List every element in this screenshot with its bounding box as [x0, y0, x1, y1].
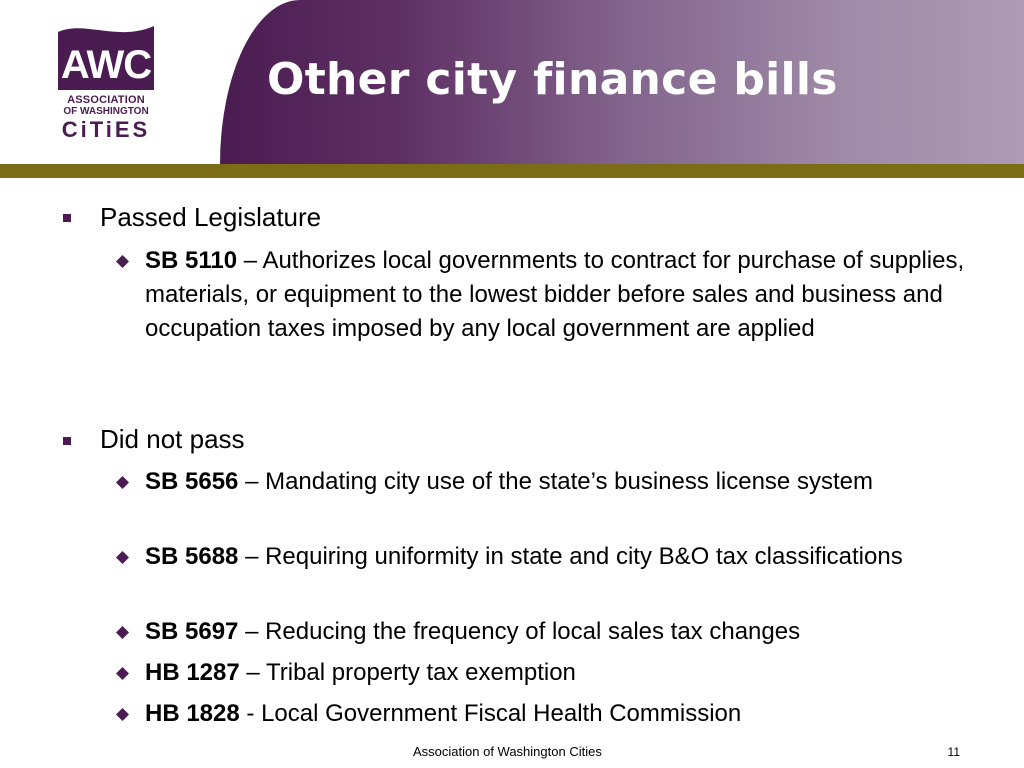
bill-item — [145, 656, 965, 690]
page-number: 11 — [947, 745, 960, 759]
bill-description: – Mandating city use of the state’s business license system — [238, 468, 873, 495]
diamond-bullet-icon — [116, 476, 129, 489]
bill-item — [145, 465, 965, 499]
bill-number: SB 5697 — [145, 618, 239, 645]
bill-item — [145, 540, 965, 574]
diamond-bullet-icon — [116, 708, 129, 721]
square-bullet-icon — [63, 437, 71, 445]
bill-item — [145, 697, 965, 731]
bill-description: - Local Government Fiscal Health Commission — [239, 700, 742, 727]
square-bullet-icon — [63, 214, 71, 222]
logo-line-1: ASSOCIATION — [67, 94, 145, 106]
bill-number: SB 5656 — [145, 468, 239, 495]
bill-description: – Authorizes local governments to contract for purchase of supplies, materials, or equipment to the lowest bidder before sales and business and occupation taxes imposed by any local government are applied — [145, 247, 965, 342]
bill-description: – Requiring uniformity in state and city B&O tax classifications — [238, 543, 903, 570]
bill-description: – Tribal property tax exemption — [239, 659, 576, 686]
bill-description: – Reducing the frequency of local sales tax changes — [238, 618, 801, 645]
diamond-bullet-icon — [116, 551, 129, 564]
logo-line-2: OF WASHINGTON — [63, 106, 149, 117]
diamond-bullet-icon — [116, 667, 129, 680]
bill-number: SB 5110 — [145, 247, 238, 274]
slide-title: Other city finance bills — [267, 54, 838, 105]
bill-number: SB 5688 — [145, 543, 239, 570]
section-heading-passed: Passed Legislature — [100, 202, 322, 232]
diamond-bullet-icon — [116, 626, 129, 639]
logo-line-3: CiTiES — [61, 117, 151, 142]
diamond-bullet-icon — [116, 255, 129, 268]
logo-mark: AWC — [60, 43, 152, 87]
footer-text: Association of Washington Cities — [413, 744, 602, 759]
bill-item — [145, 615, 965, 649]
bill-number: HB 1828 — [145, 700, 240, 727]
bill-number: HB 1287 — [145, 659, 240, 686]
section-heading-not-passed: Did not pass — [100, 424, 245, 454]
bill-item — [145, 244, 965, 346]
